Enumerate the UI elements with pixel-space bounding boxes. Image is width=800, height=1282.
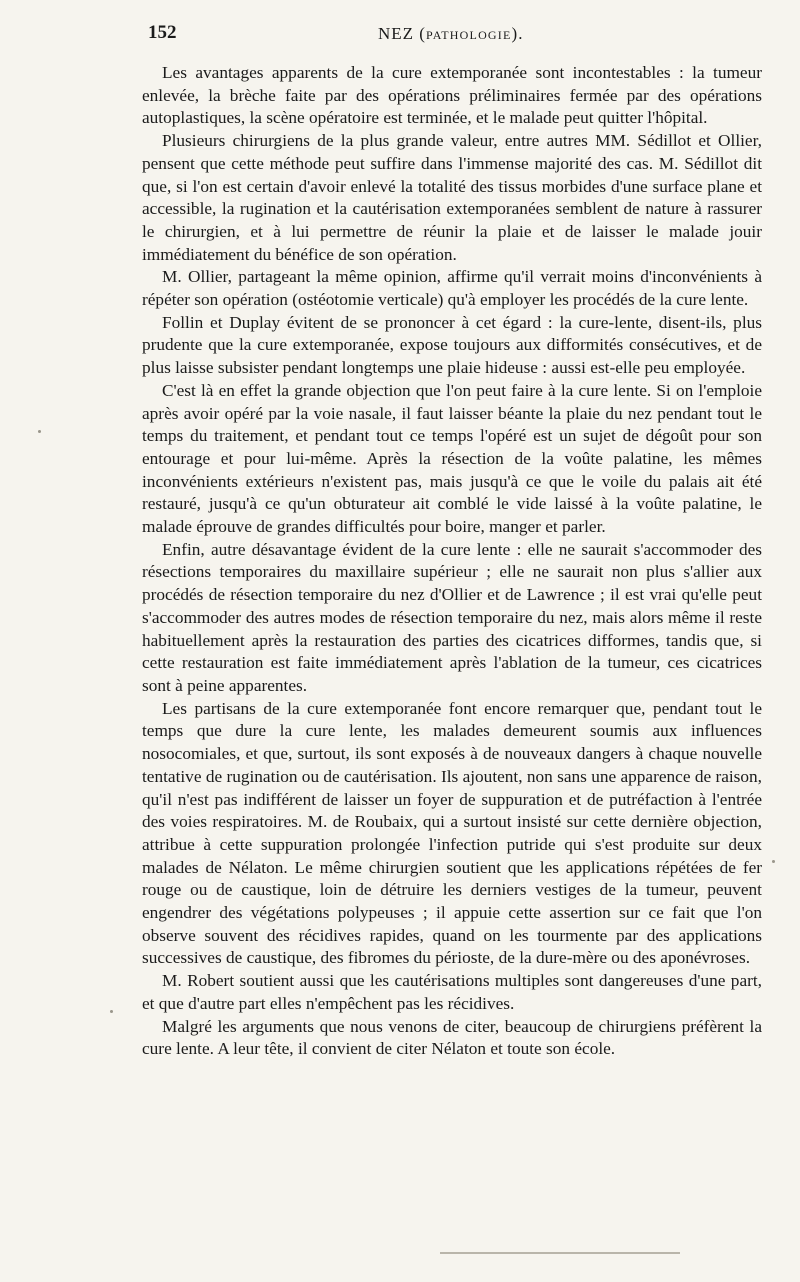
body-text <box>142 62 762 1061</box>
paragraph: Enfin, autre désavantage évident de la cure lente : elle ne saurait s'accommoder des résections temporaires du maxillaire supérieur ; elle ne saurait non plus s'allier aux procédés de résection temporaire du nez d'Ollier et de Lawrence ; il est vrai qu'elle peut s'accommoder des autres modes de résection temporaire du nez, mais alors même il reste habituellement après la restauration des parties des cicatrices difformes, tandis que, si cette restauration est faite immédiatement après l'ablation de la tumeur, ces cicatrices sont à peine apparentes. <box>142 539 762 695</box>
running-head-end: ). <box>511 24 524 43</box>
paragraph: Malgré les arguments que nous venons de citer, beaucoup de chirurgiens préfèrent la cure lente. A leur tête, il convient de citer Nélaton et toute son école. <box>142 1016 762 1059</box>
paragraph: Follin et Duplay évitent de se prononcer à cet égard : la cure-lente, disent-ils, plus prudente que la cure extemporanée, expose toujours aux difformités consécutives, et de plus laisse subsister pendant longtemps une plaie hideuse : aussi est-elle peu employée. <box>142 312 762 378</box>
running-head-main: NEZ ( <box>378 24 426 43</box>
scan-speck <box>110 1010 113 1013</box>
paragraph: Plusieurs chirurgiens de la plus grande valeur, entre autres MM. Sédillot et Ollier, pensent que cette méthode peut suffire dans l'immense majorité des cas. M. Sédillot dit que, si l'on est certain d'avoir enlevé la totalité des tissus morbides d'une surface plane et accessible, la rugination et la cautérisation extemporanées semblent de nature à rassurer le chirurgien, et à lui permettre de réunir la plaie et de laisser le malade jouir immédiatement du bénéfice de son opération. <box>142 131 762 264</box>
scan-speck <box>772 860 775 863</box>
paragraph: C'est là en effet la grande objection que l'on peut faire à la cure lente. Si on l'emploie après avoir opéré par la voie nasale, il faut laisser béante la plaie du nez pendant tout le temps du traitement, et pendant tout ce temps l'opéré est un sujet de dégoût pour son entourage et pour lui-même. Après la résection de la voûte palatine, les mêmes inconvénients extérieurs n'existent pas, mais jusqu'à ce que le voile du palais ait été restauré, jusqu'à ce qu'un obturateur ait comblé le vide laissé à la voûte palatine, le malade éprouve de grandes difficultés pour boire, manger et parler. <box>142 380 762 537</box>
running-head-small-caps: PATHOLOGIE <box>425 28 512 42</box>
paragraph: M. Robert soutient aussi que les cautérisations multiples sont dangereuses d'une part, et que d'autre part elles n'empêchent pas les récidives. <box>142 971 762 1013</box>
bleed-through-mark <box>440 1252 680 1254</box>
page-number: 152 <box>148 22 177 43</box>
running-head <box>378 24 523 44</box>
paragraph: M. Ollier, partageant la même opinion, affirme qu'il verrait moins d'inconvénients à répéter son opération (ostéotomie verticale) qu'à employer les procédés de la cure lente. <box>142 267 762 310</box>
page-header <box>148 20 760 48</box>
paragraph: Les avantages apparents de la cure extemporanée sont incontestables : la tumeur enlevée, la brèche faite par des opérations préliminaires fermée par des opérations autoplastiques, la scène opératoire est terminée, et le malade peut quitter l'hôpital. <box>142 63 762 128</box>
scan-speck <box>38 430 41 433</box>
paragraph: Les partisans de la cure extemporanée font encore remarquer que, pendant tout le temps que dure la cure lente, les malades demeurent soumis aux influences nosocomiales, et que, surtout, ils sont exposés à de nouveaux dangers à chaque nouvelle tentative de rugination ou de cautérisation. Ils ajoutent, non sans une apparence de raison, qu'il n'est pas indifférent de laisser un foyer de suppuration et de putréfaction à l'entrée des voies respiratoires. M. de Roubaix, qui a surtout insisté sur cette dernière objection, attribue à cette suppuration prolongée l'infection putride qui s'est produite sur deux malades de Nélaton. Le même chirurgien soutient que les applications répétées de fer rouge ou de caustique, loin de détruire les derniers vestiges de la tumeur, peuvent engendrer des végétations polypeuses ; il appuie cette assertion sur ce fait que l'on observe souvent des récidives rapides, quand on les tourmente par des applications successives de caustique, des fibromes du périoste, de la dure-mère ou des aponévroses. <box>142 698 762 968</box>
